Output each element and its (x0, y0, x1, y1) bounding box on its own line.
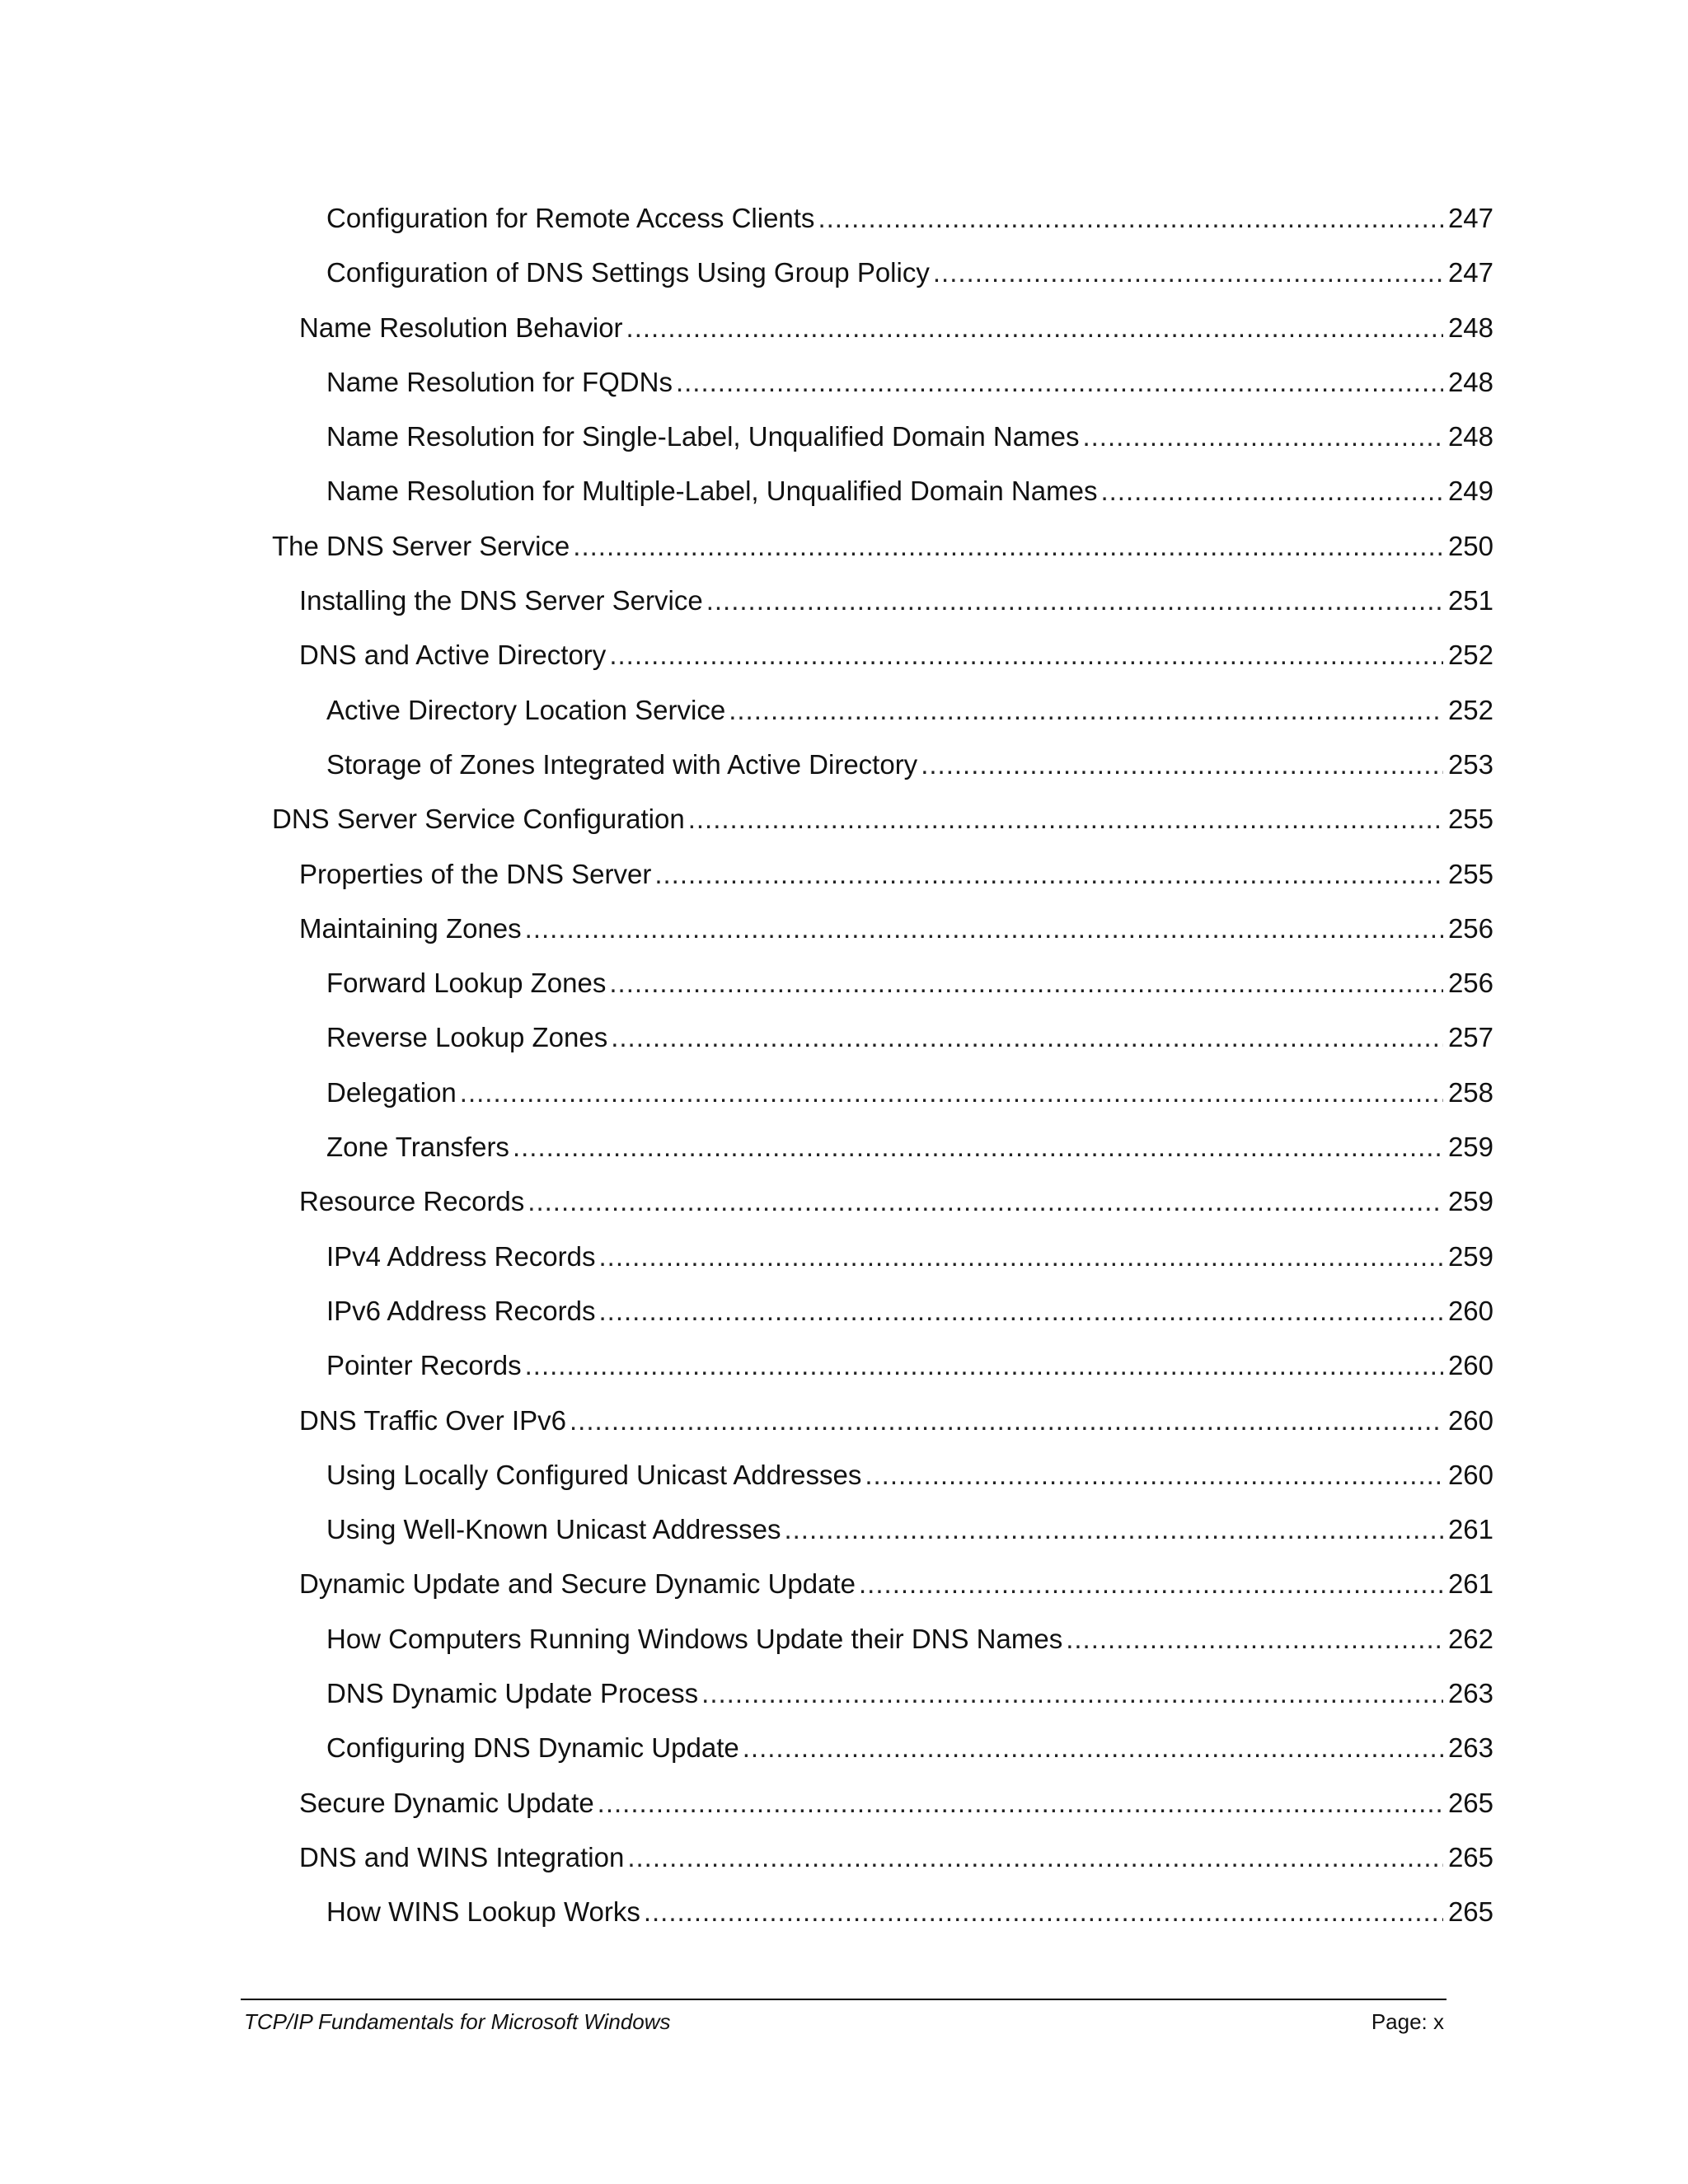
toc-entry-title: DNS and WINS Integration (299, 1839, 627, 1877)
footer-page-number: Page: x (1371, 2009, 1444, 2034)
toc-entry-page-number: 249 (1447, 476, 1493, 507)
toc-dot-leader (573, 527, 1443, 565)
toc-dot-leader (688, 800, 1443, 838)
toc-entry[interactable] (0, 746, 1688, 800)
toc-entry-title: DNS Dynamic Update Process (326, 1675, 701, 1713)
toc-entry-line (299, 1183, 1493, 1221)
toc-dot-leader (528, 1183, 1443, 1221)
toc-entry-title: Secure Dynamic Update (299, 1784, 598, 1822)
toc-entry-line (326, 418, 1493, 456)
toc-dot-leader (598, 1784, 1443, 1822)
toc-entry-title: IPv4 Address Records (326, 1238, 599, 1276)
toc-dot-leader (921, 746, 1443, 784)
toc-entry[interactable] (0, 1292, 1688, 1347)
toc-entry[interactable] (0, 1019, 1688, 1073)
toc-dot-leader (525, 1347, 1443, 1385)
toc-entry-title: Resource Records (299, 1183, 528, 1221)
toc-entry[interactable] (0, 527, 1688, 582)
toc-dot-leader (599, 1238, 1443, 1276)
toc-entry[interactable] (0, 363, 1688, 418)
footer-document-title: TCP/IP Fundamentals for Microsoft Windows (244, 2009, 671, 2034)
toc-entry-page-number: 263 (1447, 1678, 1493, 1709)
toc-entry-title: Configuration of DNS Settings Using Group Policy (326, 254, 933, 292)
toc-entry[interactable] (0, 1402, 1688, 1456)
toc-dot-leader (609, 964, 1443, 1002)
toc-entry-title: Zone Transfers (326, 1128, 513, 1166)
toc-entry[interactable] (0, 1128, 1688, 1183)
toc-entry-line (326, 1893, 1493, 1931)
toc-entry-line (299, 1565, 1493, 1603)
toc-entry-line (326, 964, 1493, 1002)
toc-entry[interactable] (0, 254, 1688, 308)
toc-dot-leader (701, 1675, 1443, 1713)
toc-entry-line (326, 1729, 1493, 1767)
toc-entry-line (326, 199, 1493, 237)
toc-entry-line (326, 254, 1493, 292)
toc-entry-line (272, 527, 1493, 565)
toc-entry[interactable] (0, 582, 1688, 636)
toc-entry-page-number: 248 (1447, 366, 1493, 397)
toc-entry[interactable] (0, 855, 1688, 910)
toc-entry-line (326, 1347, 1493, 1385)
toc-dot-leader (859, 1565, 1443, 1603)
toc-entry-line (326, 1019, 1493, 1057)
toc-entry-title: Pointer Records (326, 1347, 525, 1385)
toc-entry-line (299, 1784, 1493, 1822)
toc-dot-leader (513, 1128, 1443, 1166)
toc-entry-title: How WINS Lookup Works (326, 1893, 644, 1931)
toc-entry-page-number: 252 (1447, 694, 1493, 725)
toc-entry-line (272, 800, 1493, 838)
toc-entry-line (299, 1402, 1493, 1440)
toc-entry-line (299, 309, 1493, 347)
toc-entry[interactable] (0, 1729, 1688, 1783)
toc-entry[interactable] (0, 309, 1688, 363)
toc-entry-page-number: 258 (1447, 1076, 1493, 1108)
toc-entry-title: Name Resolution for Multiple-Label, Unqualified Domain Names (326, 472, 1100, 510)
toc-dot-leader (818, 199, 1443, 237)
toc-entry-title: IPv6 Address Records (326, 1292, 599, 1330)
toc-dot-leader (743, 1729, 1443, 1767)
toc-dot-leader (784, 1511, 1442, 1549)
toc-entry-line (299, 855, 1493, 893)
toc-entry[interactable] (0, 1839, 1688, 1893)
toc-entry[interactable] (0, 418, 1688, 472)
toc-dot-leader (609, 636, 1443, 674)
toc-entry-line (326, 1074, 1493, 1112)
toc-entry-line (326, 1456, 1493, 1494)
toc-entry-title: DNS Traffic Over IPv6 (299, 1402, 570, 1440)
toc-entry[interactable] (0, 199, 1688, 254)
toc-dot-leader (1082, 418, 1442, 456)
toc-entry[interactable] (0, 636, 1688, 691)
toc-entry-line (299, 910, 1493, 948)
toc-entry[interactable] (0, 691, 1688, 746)
toc-dot-leader (627, 1839, 1443, 1877)
toc-entry-page-number: 265 (1447, 1787, 1493, 1818)
toc-dot-leader (644, 1893, 1443, 1931)
toc-entry-page-number: 259 (1447, 1240, 1493, 1272)
table-of-contents (0, 199, 1688, 1948)
toc-entry-line (326, 1620, 1493, 1658)
toc-entry-title: The DNS Server Service (272, 527, 573, 565)
toc-entry[interactable] (0, 1784, 1688, 1839)
toc-dot-leader (933, 254, 1443, 292)
toc-entry-page-number: 250 (1447, 530, 1493, 561)
toc-entry-page-number: 255 (1447, 804, 1493, 835)
toc-entry-page-number: 256 (1447, 968, 1493, 999)
toc-entry-title: Name Resolution for FQDNs (326, 363, 676, 401)
toc-entry-page-number: 248 (1447, 312, 1493, 343)
toc-entry[interactable] (0, 1183, 1688, 1237)
toc-entry-page-number: 259 (1447, 1186, 1493, 1217)
toc-entry-line (326, 1238, 1493, 1276)
toc-entry-title: How Computers Running Windows Update their DNS Names (326, 1620, 1066, 1658)
toc-entry-page-number: 247 (1447, 257, 1493, 288)
toc-entry-title: Using Locally Configured Unicast Addresses (326, 1456, 865, 1494)
toc-entry-page-number: 255 (1447, 858, 1493, 889)
toc-entry[interactable] (0, 1511, 1688, 1565)
toc-entry-line (326, 472, 1493, 510)
toc-entry-line (326, 746, 1493, 784)
toc-entry-page-number: 252 (1447, 640, 1493, 671)
toc-entry[interactable] (0, 1238, 1688, 1292)
toc-entry[interactable] (0, 1347, 1688, 1401)
toc-entry-title: Installing the DNS Server Service (299, 582, 706, 620)
toc-dot-leader (1100, 472, 1442, 510)
toc-entry[interactable] (0, 472, 1688, 527)
toc-entry-page-number: 260 (1447, 1295, 1493, 1326)
toc-entry-page-number: 260 (1447, 1350, 1493, 1381)
toc-entry-page-number: 251 (1447, 585, 1493, 616)
toc-entry-line (326, 363, 1493, 401)
toc-dot-leader (570, 1402, 1443, 1440)
toc-entry-page-number: 265 (1447, 1841, 1493, 1872)
toc-entry-title: Active Directory Location Service (326, 691, 729, 729)
toc-entry-title: Maintaining Zones (299, 910, 525, 948)
toc-dot-leader (654, 855, 1443, 893)
toc-entry[interactable] (0, 1675, 1688, 1729)
toc-entry-title: Forward Lookup Zones (326, 964, 609, 1002)
toc-dot-leader (525, 910, 1443, 948)
toc-entry[interactable] (0, 964, 1688, 1019)
toc-entry-line (326, 691, 1493, 729)
toc-entry-title: DNS Server Service Configuration (272, 800, 688, 838)
toc-entry-line (299, 636, 1493, 674)
toc-dot-leader (865, 1456, 1443, 1494)
toc-entry-line (299, 582, 1493, 620)
toc-entry-page-number: 263 (1447, 1732, 1493, 1764)
toc-entry-page-number: 260 (1447, 1459, 1493, 1490)
toc-dot-leader (611, 1019, 1443, 1057)
toc-dot-leader (676, 363, 1443, 401)
toc-entry-page-number: 261 (1447, 1514, 1493, 1545)
toc-entry-page-number: 265 (1447, 1896, 1493, 1928)
toc-dot-leader (729, 691, 1443, 729)
toc-entry[interactable] (0, 1456, 1688, 1511)
toc-entry-title: Configuration for Remote Access Clients (326, 199, 818, 237)
toc-entry-title: Storage of Zones Integrated with Active Directory (326, 746, 921, 784)
toc-entry[interactable] (0, 1893, 1688, 1947)
toc-entry-title: Configuring DNS Dynamic Update (326, 1729, 743, 1767)
footer-divider (241, 1999, 1447, 2000)
toc-dot-leader (1066, 1620, 1443, 1658)
toc-dot-leader (599, 1292, 1443, 1330)
toc-entry-page-number: 248 (1447, 421, 1493, 452)
toc-entry-title: Properties of the DNS Server (299, 855, 654, 893)
toc-entry-title: Reverse Lookup Zones (326, 1019, 611, 1057)
toc-entry[interactable] (0, 800, 1688, 855)
toc-entry-page-number: 257 (1447, 1022, 1493, 1053)
toc-entry-line (326, 1511, 1493, 1549)
toc-entry-page-number: 262 (1447, 1623, 1493, 1654)
toc-entry-page-number: 256 (1447, 912, 1493, 944)
toc-entry-title: Delegation (326, 1074, 460, 1112)
toc-entry-line (326, 1292, 1493, 1330)
toc-entry-title: DNS and Active Directory (299, 636, 609, 674)
toc-dot-leader (626, 309, 1443, 347)
toc-entry-title: Name Resolution for Single-Label, Unqualified Domain Names (326, 418, 1082, 456)
toc-entry-page-number: 253 (1447, 748, 1493, 780)
toc-dot-leader (460, 1074, 1443, 1112)
toc-entry-line (299, 1839, 1493, 1877)
toc-entry-page-number: 260 (1447, 1404, 1493, 1436)
toc-entry-line (326, 1128, 1493, 1166)
toc-entry-page-number: 247 (1447, 203, 1493, 233)
toc-entry-title: Name Resolution Behavior (299, 309, 626, 347)
toc-entry[interactable] (0, 910, 1688, 964)
toc-dot-leader (706, 582, 1443, 620)
toc-entry-page-number: 261 (1447, 1568, 1493, 1600)
toc-entry[interactable] (0, 1074, 1688, 1128)
toc-entry[interactable] (0, 1565, 1688, 1619)
toc-entry-page-number: 259 (1447, 1132, 1493, 1163)
toc-entry-title: Dynamic Update and Secure Dynamic Update (299, 1565, 859, 1603)
toc-entry-line (326, 1675, 1493, 1713)
toc-entry-title: Using Well-Known Unicast Addresses (326, 1511, 784, 1549)
toc-entry[interactable] (0, 1620, 1688, 1675)
